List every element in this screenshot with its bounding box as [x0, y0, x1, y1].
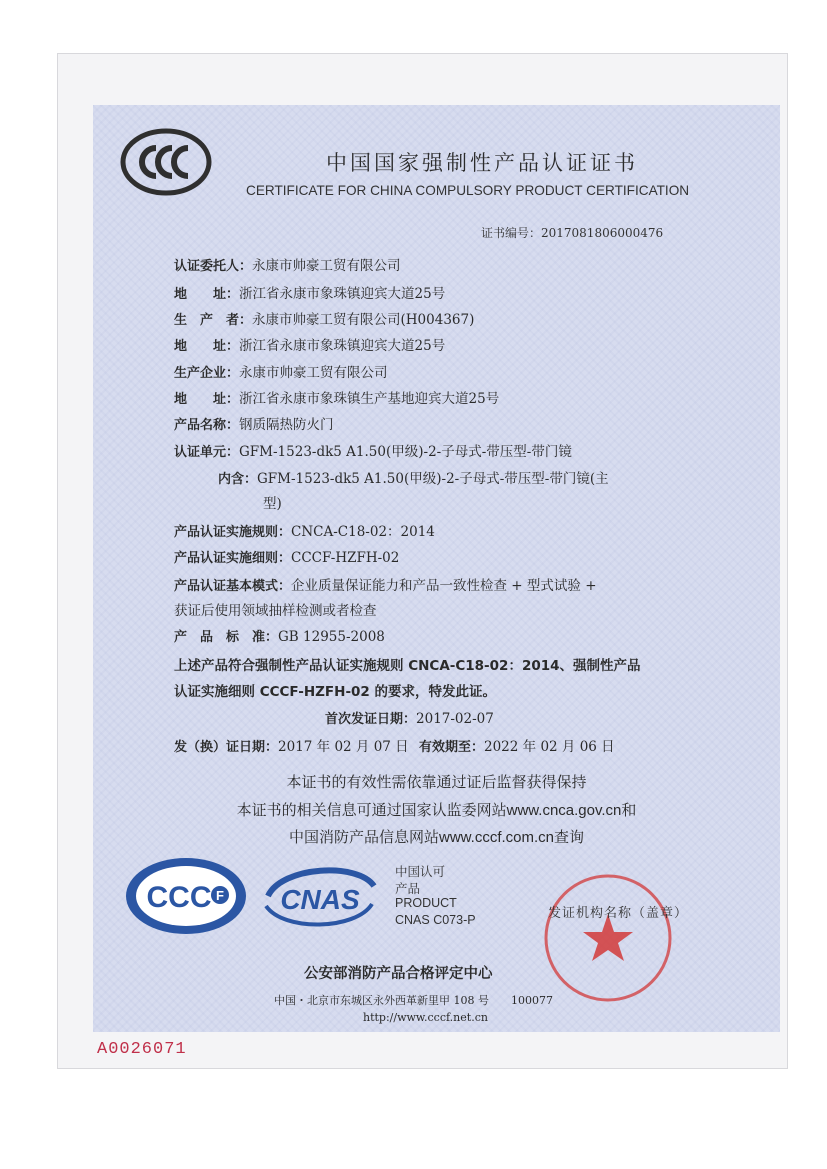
field-value: GFM-1523-dk5 A1.50(甲级)-2-子母式-带压型-带门镜	[239, 444, 572, 460]
certificate-title-cn: 中国国家强制性产品认证证书	[326, 151, 638, 175]
field-label: 有效期至：	[418, 740, 484, 755]
field-value: 浙江省永康市象珠镇迎宾大道25号	[239, 286, 446, 302]
statement-line-1: 上述产品符合强制性产品认证实施规则 CNCA-C18-02：2014、强制性产品	[174, 658, 641, 674]
field-label: 产品认证实施细则：	[174, 551, 292, 566]
field-label: 地 址：	[174, 287, 240, 302]
field-value: 企业质量保证能力和产品一致性检查 + 型式试验 +	[291, 578, 597, 594]
notice-line-2	[93, 799, 780, 820]
field-product-name	[174, 413, 334, 433]
cccf-logo-icon	[123, 855, 249, 937]
cnas-logo-text: CNAS	[280, 884, 360, 915]
field-value: GFM-1523-dk5 A1.50(甲级)-2-子母式-带压型-带门镜(主	[257, 471, 609, 487]
red-seal-icon	[528, 866, 708, 1006]
field-label: 首次发证日期：	[325, 712, 417, 727]
field-client-address	[174, 282, 445, 302]
field-label: 产 品 标 准：	[174, 630, 279, 645]
cccf-link[interactable]: www.cccf.com.cn	[438, 829, 555, 846]
field-implementation-rule	[174, 520, 435, 540]
first-issue-date	[325, 708, 494, 727]
cnas-line-2: 产品	[395, 882, 421, 896]
cnca-link[interactable]: www.cnca.gov.cn	[506, 802, 622, 819]
field-implementation-detail	[174, 547, 399, 566]
notice-line-1: 本证书的有效性需依靠通过证后监督获得保持	[286, 773, 587, 791]
field-value: 钢质隔热防火门	[239, 417, 334, 433]
serial-number: A0026071	[97, 1040, 187, 1059]
field-label: 认证委托人：	[174, 259, 253, 274]
field-label: 内含：	[218, 472, 258, 487]
issuer-url[interactable]: http://www.cccf.net.cn	[363, 1011, 488, 1024]
cccf-logo-text: CCC	[146, 881, 212, 914]
cnas-logo-icon	[262, 856, 378, 936]
field-label: 产品认证基本模式：	[174, 579, 292, 594]
field-label: 生 产 者：	[174, 313, 253, 328]
field-basic-mode-cont: 获证后使用领域抽样检测或者检查	[174, 603, 377, 619]
field-value: GB 12955-2008	[278, 629, 385, 645]
issue-date	[174, 735, 615, 755]
field-label: 地 址：	[174, 339, 240, 354]
field-value: 永康市帅豪工贸有限公司	[252, 258, 401, 274]
field-value: 2017-02-07	[416, 711, 494, 727]
notice-line-3	[93, 826, 780, 847]
statement-line-2: 认证实施细则 CCCF-HZFH-02 的要求，特发此证。	[174, 684, 497, 700]
field-value: 永康市帅豪工贸有限公司	[239, 365, 388, 381]
field-value: CNCA-C18-02：2014	[291, 524, 435, 540]
field-value: 浙江省永康市象珠镇迎宾大道25号	[239, 338, 446, 354]
notice-text: 和	[621, 801, 637, 819]
field-certification-unit	[174, 440, 572, 460]
field-label: 产品认证实施规则：	[174, 525, 292, 540]
field-label: 认证单元：	[174, 445, 240, 460]
notice-text: 本证书的相关信息可通过国家认监委网站	[236, 801, 507, 819]
notice-text: 查询	[554, 828, 585, 846]
field-factory	[174, 361, 388, 381]
field-includes-cont: 型)	[263, 496, 282, 512]
cnas-line-3: PRODUCT	[395, 896, 457, 910]
field-value: 2022 年 02 月 06 日	[484, 739, 615, 755]
field-client	[174, 254, 401, 274]
seal-label: 发证机构名称（盖章）	[548, 906, 689, 921]
field-factory-address	[174, 387, 499, 407]
cnas-line-4: CNAS C073-P	[395, 913, 476, 927]
cnas-line-1: 中国认可	[395, 865, 446, 879]
field-label: 产品名称：	[174, 418, 240, 433]
field-value: 浙江省永康市象珠镇生产基地迎宾大道25号	[239, 391, 500, 407]
issuer-organization: 公安部消防产品合格评定中心	[304, 966, 493, 982]
field-includes	[218, 467, 609, 487]
field-product-standard	[174, 626, 385, 645]
cccf-logo-f: F	[216, 888, 224, 903]
field-label: 生产企业：	[174, 366, 240, 381]
ccc-logo-icon	[120, 128, 212, 196]
field-maker	[174, 308, 474, 328]
field-label: 地 址：	[174, 392, 240, 407]
certificate-number: 证书编号：2017081806000476	[481, 226, 664, 240]
certificate-title-en: CERTIFICATE FOR CHINA COMPULSORY PRODUCT CERTIFICATION	[246, 183, 690, 198]
field-maker-address	[174, 334, 445, 354]
issuer-address: 中国・北京市东城区永外西革新里甲 108 号 100077	[274, 994, 553, 1007]
notice-text: 中国消防产品信息网站	[288, 828, 439, 846]
field-value: CCCF-HZFH-02	[291, 550, 400, 566]
field-label: 发（换）证日期：	[174, 740, 279, 755]
field-value: 2017 年 02 月 07 日	[278, 739, 409, 755]
field-basic-mode	[174, 574, 597, 594]
field-value: 永康市帅豪工贸有限公司(H004367)	[252, 312, 475, 328]
